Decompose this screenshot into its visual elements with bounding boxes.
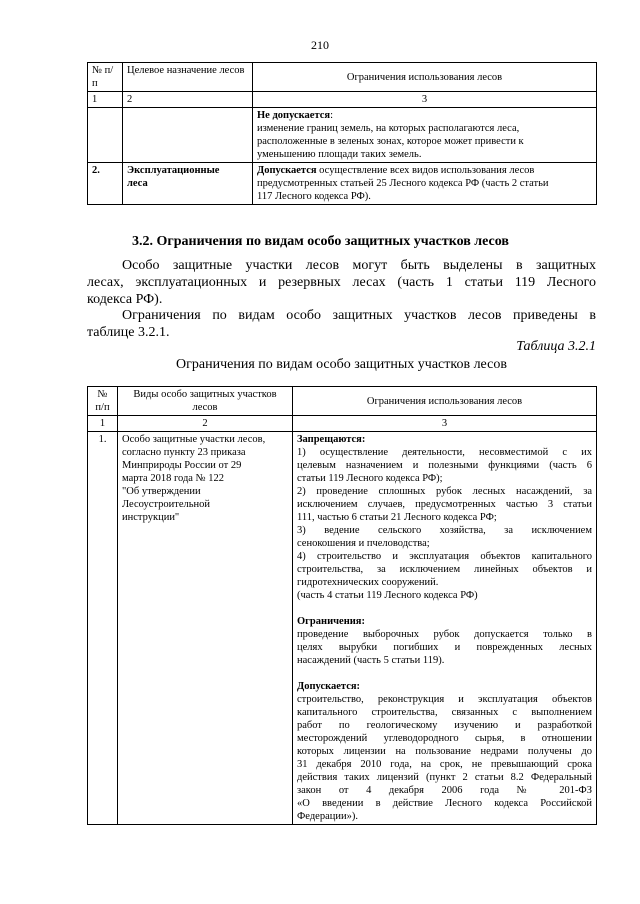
- column-number-row: [88, 416, 597, 432]
- text-line: изменение границ земель, на которых располагаются леса,: [257, 123, 520, 134]
- text-line: капитального строительства, связанных с выполнением: [297, 707, 592, 718]
- table-row: [88, 432, 597, 825]
- column-number-3: 3: [253, 92, 597, 108]
- cell-restrictions: [253, 108, 597, 163]
- table-row: [88, 108, 597, 163]
- column-header-number: № п/п: [88, 63, 123, 92]
- column-header-type: Виды особо защитных участков лесов: [118, 387, 293, 416]
- text-line: «О введении в действие Лесного кодекса Российской: [297, 798, 592, 809]
- text-line: 3) ведение сельского хозяйства, за исключением: [297, 525, 592, 536]
- purpose-line: леса: [127, 178, 148, 189]
- type-line: марта 2018 года № 122: [122, 473, 224, 484]
- column-header-purpose: Целевое назначение лесов: [123, 63, 253, 92]
- column-number-3: 3: [293, 416, 597, 432]
- allowed-lead: Допускается: [257, 165, 317, 176]
- text-line: осуществление всех видов использования лесов: [319, 165, 535, 176]
- type-line: инструкции": [122, 512, 180, 523]
- table-title: Ограничения по видам особо защитных участков лесов: [176, 357, 507, 372]
- column-number-1: 1: [88, 416, 118, 432]
- text-line: гидротехнических сооружений.: [297, 577, 439, 588]
- page-number: 210: [311, 38, 329, 52]
- text-line: 2) проведение сплошных рубок лесных насаждений, за: [297, 486, 592, 497]
- table-header-row: [88, 387, 597, 416]
- text-line: 4) строительство и эксплуатация объектов капитального: [297, 551, 592, 562]
- section-heading: 3.2. Ограничения по видам особо защитных участков лесов: [132, 234, 509, 249]
- text-line: строительства, за исключением линейных объектов и: [297, 564, 592, 575]
- cell-area-type: [118, 432, 293, 825]
- type-line: согласно пункту 23 приказа: [122, 447, 246, 458]
- type-line: Лесоустроительной: [122, 499, 210, 510]
- type-line: Минприроды России от 29: [122, 460, 242, 471]
- text-line: действия таких лицензий (пункт 2 статьи 8.2 Федеральный: [297, 772, 592, 783]
- spacer: [297, 667, 592, 680]
- cell-number: 2.: [88, 163, 123, 205]
- text-line: проведение выборочных рубок допускается только в: [297, 629, 592, 640]
- text-line: месторождений углеводородного сырья, в отношении: [297, 733, 592, 744]
- text-line: уменьшению площади таких земель.: [257, 149, 422, 160]
- column-number-row: [88, 92, 597, 108]
- text-line: Федерации»).: [297, 811, 358, 822]
- text-line: исключением случаев, предусмотренных частью 3 статьи: [297, 499, 592, 510]
- text-line: 117 Лесного кодекса РФ).: [257, 191, 371, 202]
- paragraph-line: кодекса РФ).: [87, 292, 163, 307]
- text-line: насаждений (часть 5 статьи 119).: [297, 655, 445, 666]
- text-line: 1) осуществление деятельности, несовместимой с их: [297, 447, 592, 458]
- text-line: предусмотренных статьей 25 Лесного кодекса РФ (часть 2 статьи: [257, 178, 549, 189]
- column-header-number: № п/п: [88, 387, 118, 416]
- purpose-line: Эксплуатационные: [127, 165, 220, 176]
- text-line: целях вырубки погибших и поврежденных лесных: [297, 642, 592, 653]
- cell-number: 1.: [88, 432, 118, 825]
- column-header-restrictions: Ограничения использования лесов: [253, 63, 597, 92]
- text-line: сенокошения и пчеловодства;: [297, 538, 430, 549]
- cell-restrictions: [253, 163, 597, 205]
- cell-number: [88, 108, 123, 163]
- table-row: [88, 163, 597, 205]
- allowed-heading: Допускается:: [297, 681, 361, 692]
- paragraph-line: Особо защитные участки лесов могут быть выделены в защитных: [122, 258, 596, 273]
- type-line: Особо защитные участки лесов,: [122, 434, 266, 445]
- column-number-1: 1: [88, 92, 123, 108]
- prohibited-heading: Запрещаются:: [297, 434, 366, 445]
- type-line: "Об утверждении: [122, 486, 201, 497]
- spacer: [297, 602, 592, 615]
- paragraph-line: Ограничения по видам особо защитных участков лесов приведены в: [122, 308, 596, 323]
- text-line: статьи 119 Лесного кодекса РФ);: [297, 473, 443, 484]
- limits-heading: Ограничения:: [297, 616, 365, 627]
- protected-areas-table: [87, 386, 597, 825]
- restrictions-table-continued: [87, 62, 597, 205]
- not-allowed-heading: Не допускается: [257, 110, 331, 121]
- column-number-2: 2: [123, 92, 253, 108]
- text-line: расположенные в зеленых зонах, которое может привести к: [257, 136, 524, 147]
- column-header-restrictions: Ограничения использования лесов: [293, 387, 597, 416]
- paragraph-line: таблице 3.2.1.: [87, 325, 170, 340]
- table-header-row: [88, 63, 597, 92]
- heading-colon: :: [330, 110, 334, 121]
- column-number-2: 2: [118, 416, 293, 432]
- text-line: которых лицензии на пользование недрами получены до: [297, 746, 592, 757]
- cell-purpose: [123, 163, 253, 205]
- text-line: 111, частью 6 статьи 21 Лесного кодекса РФ;: [297, 512, 497, 523]
- text-line: работ по геологическому изучению и разработкой: [297, 720, 592, 731]
- table-reference: Таблица 3.2.1: [516, 339, 596, 354]
- paragraph-2: [87, 307, 596, 341]
- cell-purpose: [123, 108, 253, 163]
- paragraph-line: лесах, эксплуатационных и резервных лесах (часть 1 статьи 119 Лесного: [87, 275, 596, 290]
- text-line: целевым назначением и полезными функциями (часть 6: [297, 460, 592, 471]
- text-line: закон от 4 декабря 2006 года № 201-ФЗ: [297, 785, 592, 796]
- text-line: 31 декабря 2010 года, на срок, не превышающий срока: [297, 759, 592, 770]
- cell-restrictions: [293, 432, 597, 825]
- text-line: (часть 4 статьи 119 Лесного кодекса РФ): [297, 590, 478, 601]
- paragraph-1: [87, 257, 596, 308]
- text-line: строительство, реконструкция и эксплуатация объектов: [297, 694, 592, 705]
